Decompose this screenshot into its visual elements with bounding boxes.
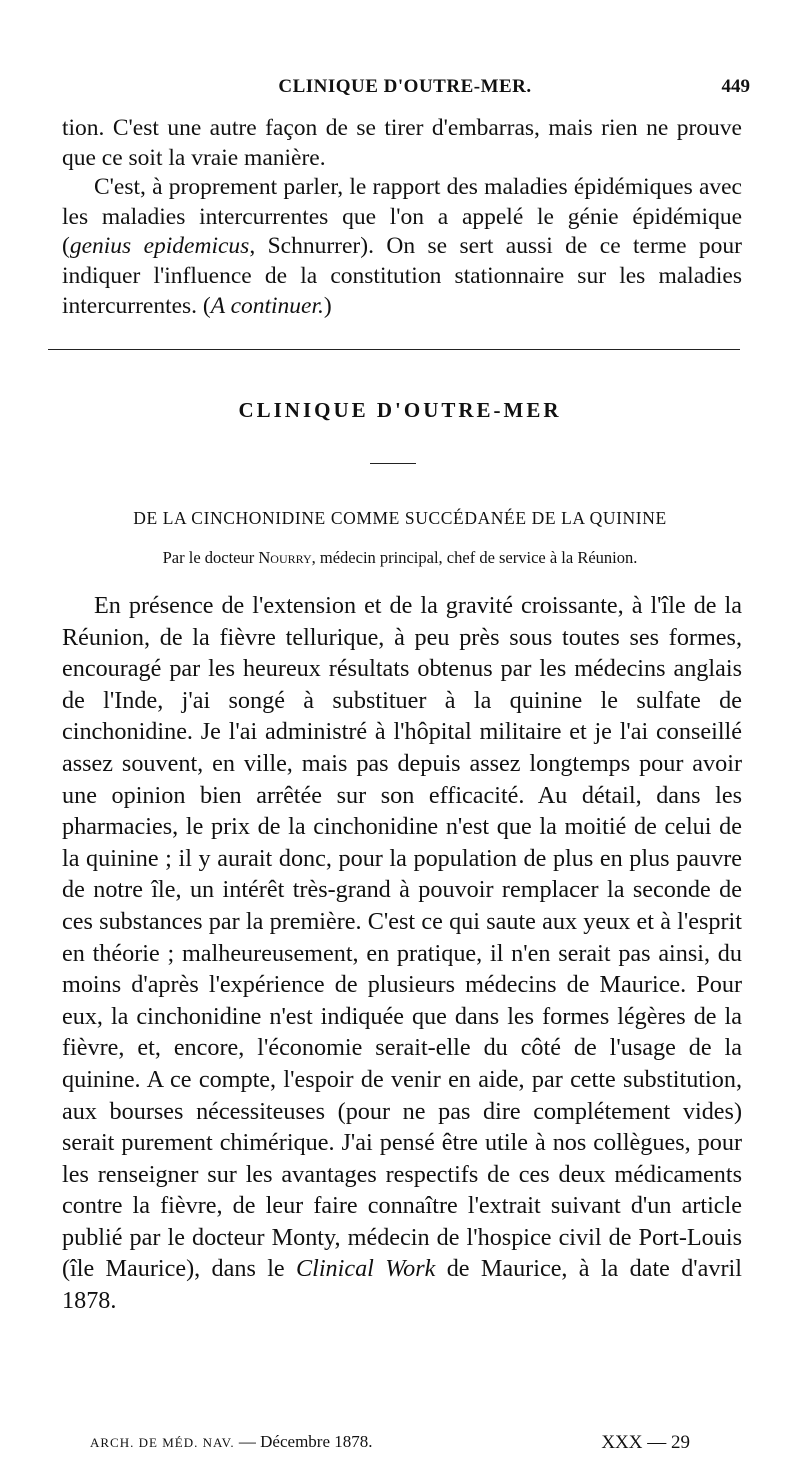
- running-head: [60, 76, 750, 102]
- byline-prefix: Par le docteur: [162, 548, 259, 567]
- body-text-a: En présence de l'extension et de la gravité croissante, à l'île de la Réunion, de la fièvre tellurique, à peu près sous toutes ses formes, encouragé par les heureux résultats obtenus par les médecins anglais de l'Inde, j'ai songé à substituer à la quinine le sulfate de cinchonidine. Je l'ai administré à l'hôpital militaire et je l'ai conseillé assez souvent, en ville, mais pas depuis assez longtemps pour avoir une opinion bien arrêtée sur son efficacité. Au détail, dans les pharmacies, le prix de la cinchonidine n'est que la moitié de celui de la quinine ; il y aurait donc, pour la population de plus en plus pauvre de notre île, un intérêt très-grand à pouvoir remplacer la seconde de ces substances par la première. C'est ce qui saute aux yeux et à l'esprit en théorie ; malheureusement, en pratique, il n'en serait pas ainsi, du moins d'après l'expérience de plusieurs médecins de Maurice. Pour eux, la cinchonidine n'est indiquée que dans les formes légères de la fièvre, et, encore, l'économie serait-elle du côté de l'usage de la quinine. A ce compte, l'espoir de venir en aide, par cette substitution, aux bourses nécessiteuses (pour ne pas dire complétement vides) serait purement chimérique. J'ai pensé être utile à nos collègues, pour les renseigner sur les avantages respectifs de ces deux médicaments contre la fièvre, de leur faire connaître l'extrait suivant d'un article publié par le docteur Monty, médecin de l'hospice civil de Port-Louis (île Maurice), dans le: [62, 592, 742, 1283]
- continuation-text: [62, 114, 742, 321]
- byline-author: Nourry: [258, 548, 312, 567]
- footer-date: Décembre 1878.: [260, 1432, 373, 1451]
- footer-journal-line: [90, 1432, 373, 1452]
- page-footer: [90, 1432, 690, 1456]
- article-byline: [0, 548, 800, 568]
- continuation-text-a: C'est, à proprement parler, le rapport des maladies épidémiques avec les maladies intercurrentes que l'on a appelé le génie épidémique (: [62, 174, 742, 260]
- article-body: [62, 590, 742, 1317]
- signature-mark: XXX — 29: [601, 1432, 690, 1453]
- byline-suffix: , médecin principal, chef de service à la Réunion.: [311, 548, 638, 567]
- to-be-continued-note: A continuer.: [210, 292, 324, 319]
- section-divider: [48, 349, 740, 350]
- continuation-paragraph: [62, 173, 742, 321]
- article-title: DE LA CINCHONIDINE COMME SUCCÉDANÉE DE LA QUININE: [133, 508, 667, 528]
- footer-journal: ARCH. DE MÉD. NAV.: [90, 1435, 235, 1450]
- page-number: 449: [721, 76, 750, 97]
- latin-term: genius epidemicus: [69, 233, 250, 260]
- continuation-line: tion. C'est une autre façon de se tirer d'embarras, mais rien ne prouve que ce soit la vraie manière.: [62, 115, 742, 171]
- section-title: CLINIQUE D'OUTRE-MER: [238, 398, 562, 422]
- running-title: CLINIQUE D'OUTRE-MER.: [278, 76, 532, 97]
- article-paragraph: [62, 590, 742, 1317]
- continuation-text-c: ): [323, 292, 332, 319]
- publication-title: Clinical Work: [295, 1255, 436, 1283]
- title-rule: [370, 463, 416, 464]
- continuation-text-b: , Schnurrer). On se sert aussi de ce terme pour indiquer l'influence de la constitution stationnaire sur les maladies intercurrentes. (: [62, 233, 742, 319]
- body-text-b: de Maurice, à la date d'avril 1878.: [62, 1255, 742, 1315]
- footer-separator: —: [234, 1432, 261, 1451]
